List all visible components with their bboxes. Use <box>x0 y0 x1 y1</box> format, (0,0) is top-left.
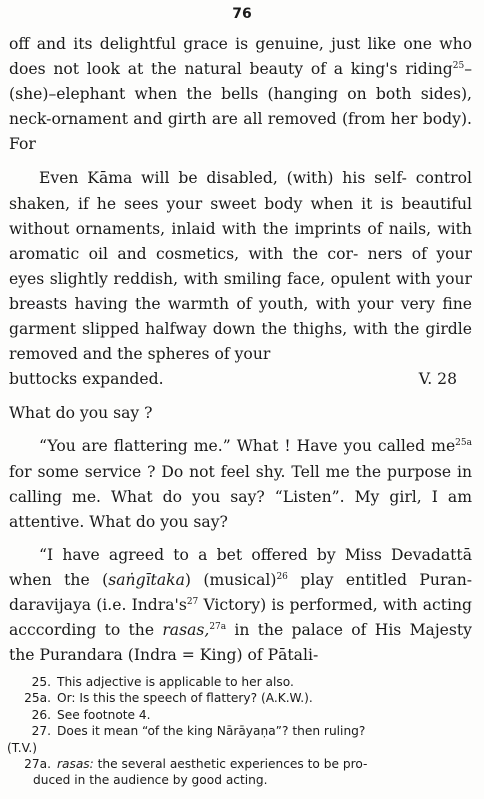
text-line: for some service ? Do not feel shy. Tell me the <box>9 462 382 481</box>
footnote-text <box>57 756 472 772</box>
text-line: play entitled Puran- <box>287 570 473 589</box>
paragraph-3 <box>9 434 472 534</box>
main-text <box>9 32 472 668</box>
verse-line: control shaken, if he sees your sweet body when it is <box>9 169 472 213</box>
footnote-continuation: (T.V.) <box>7 740 38 755</box>
footnote-text: Does it mean “of the king Nārāyaṇa”? then ruling? <box>57 724 366 739</box>
footnote-number: 25a. <box>24 691 51 706</box>
text-line: in the palace of <box>226 621 367 640</box>
text-line: purpose in calling me. What do you say? “Listen”. <box>9 462 472 506</box>
footnote-number: 26. <box>31 707 51 722</box>
italic-term: saṅgītaka <box>108 570 185 589</box>
footnote <box>7 756 472 772</box>
footnote <box>7 707 472 723</box>
verse-line: opulent with your breasts having the warmth of youth, <box>9 269 472 313</box>
text-line: riding <box>405 60 453 79</box>
footnote <box>7 723 472 739</box>
text-line: (from her body). For <box>9 110 472 154</box>
footnote-ref: 27 <box>186 596 199 607</box>
footnote-ref: 25a <box>455 438 472 449</box>
page-number: 76 <box>232 6 252 22</box>
footnote-text-part: the several aesthetic experiences to be pro- <box>93 757 368 772</box>
verse-line: Even Kāma will be disabled, (with) his self- <box>39 169 407 188</box>
paragraph-4 <box>9 543 472 668</box>
text-line: me <box>431 437 456 456</box>
verse-line: ners of your eyes slightly reddish, with smiling face, <box>9 244 473 288</box>
footnote-number: 25. <box>31 675 51 689</box>
text-line: “I have agreed to a bet offered by Miss Devadattā <box>39 545 472 564</box>
verse-last-line <box>9 367 472 392</box>
text-line: when the ( <box>9 570 109 589</box>
paragraph-2: What do you say ? <box>9 404 153 423</box>
verse-line: thighs, with the girdle removed and the spheres of your <box>9 320 472 364</box>
text-line: both sides), neck-ornament and girth are all removed <box>9 85 472 129</box>
verse-line: of nails, with aromatic oil and cosmetics, with the cor- <box>9 219 472 263</box>
verse-paragraph <box>9 166 472 367</box>
text-line: daravijaya (i.e. Indra's <box>9 595 187 614</box>
text-line: Victory) is performed, with <box>198 595 418 614</box>
footnote <box>7 674 472 690</box>
footnote-text: This adjective is applicable to her also. <box>57 675 294 689</box>
italic-term: rasas: <box>57 757 94 772</box>
footnote-text: Or: Is this the speech of flattery? (A.K.W.). <box>57 691 313 706</box>
footnotes <box>7 674 472 789</box>
text-line: ) (musical) <box>184 570 277 589</box>
verse-line: with your very fine garment slipped halfway down the <box>9 294 472 339</box>
text-line: “You are flattering me.” What ! Have you called <box>39 437 426 456</box>
text-line: His Majesty the Purandara (Indra = King) of Pātali- <box>9 621 472 665</box>
verse-line: buttocks expanded. <box>9 370 164 389</box>
verse-reference: V. 28 <box>418 370 457 389</box>
footnote-number: 27. <box>31 724 51 739</box>
footnote-ref: 27a <box>209 622 227 633</box>
text-line: acting acccording to the <box>9 595 472 640</box>
footnote-ref: 25 <box>452 61 465 72</box>
text-line: who does not look at the natural beauty of a king's <box>9 35 472 79</box>
footnote-ref: 26 <box>276 571 288 582</box>
footnote-number: 27a. <box>24 757 51 772</box>
footnote-text: See footnote 4. <box>57 707 151 722</box>
footnote <box>7 690 472 706</box>
text-line: off and its delightful grace is genuine, just like one <box>9 35 432 53</box>
text-line: –(she)–elephant when the bells (hanging on <box>9 60 472 104</box>
italic-term: rasas, <box>162 621 210 640</box>
verse-line: beautiful without ornaments, inlaid with the imprints <box>9 194 472 238</box>
paragraph-1 <box>9 32 472 157</box>
footnote-continuation: duced in the audience by good acting. <box>33 773 268 788</box>
text-line: My girl, I am attentive. What do you say? <box>9 487 472 531</box>
